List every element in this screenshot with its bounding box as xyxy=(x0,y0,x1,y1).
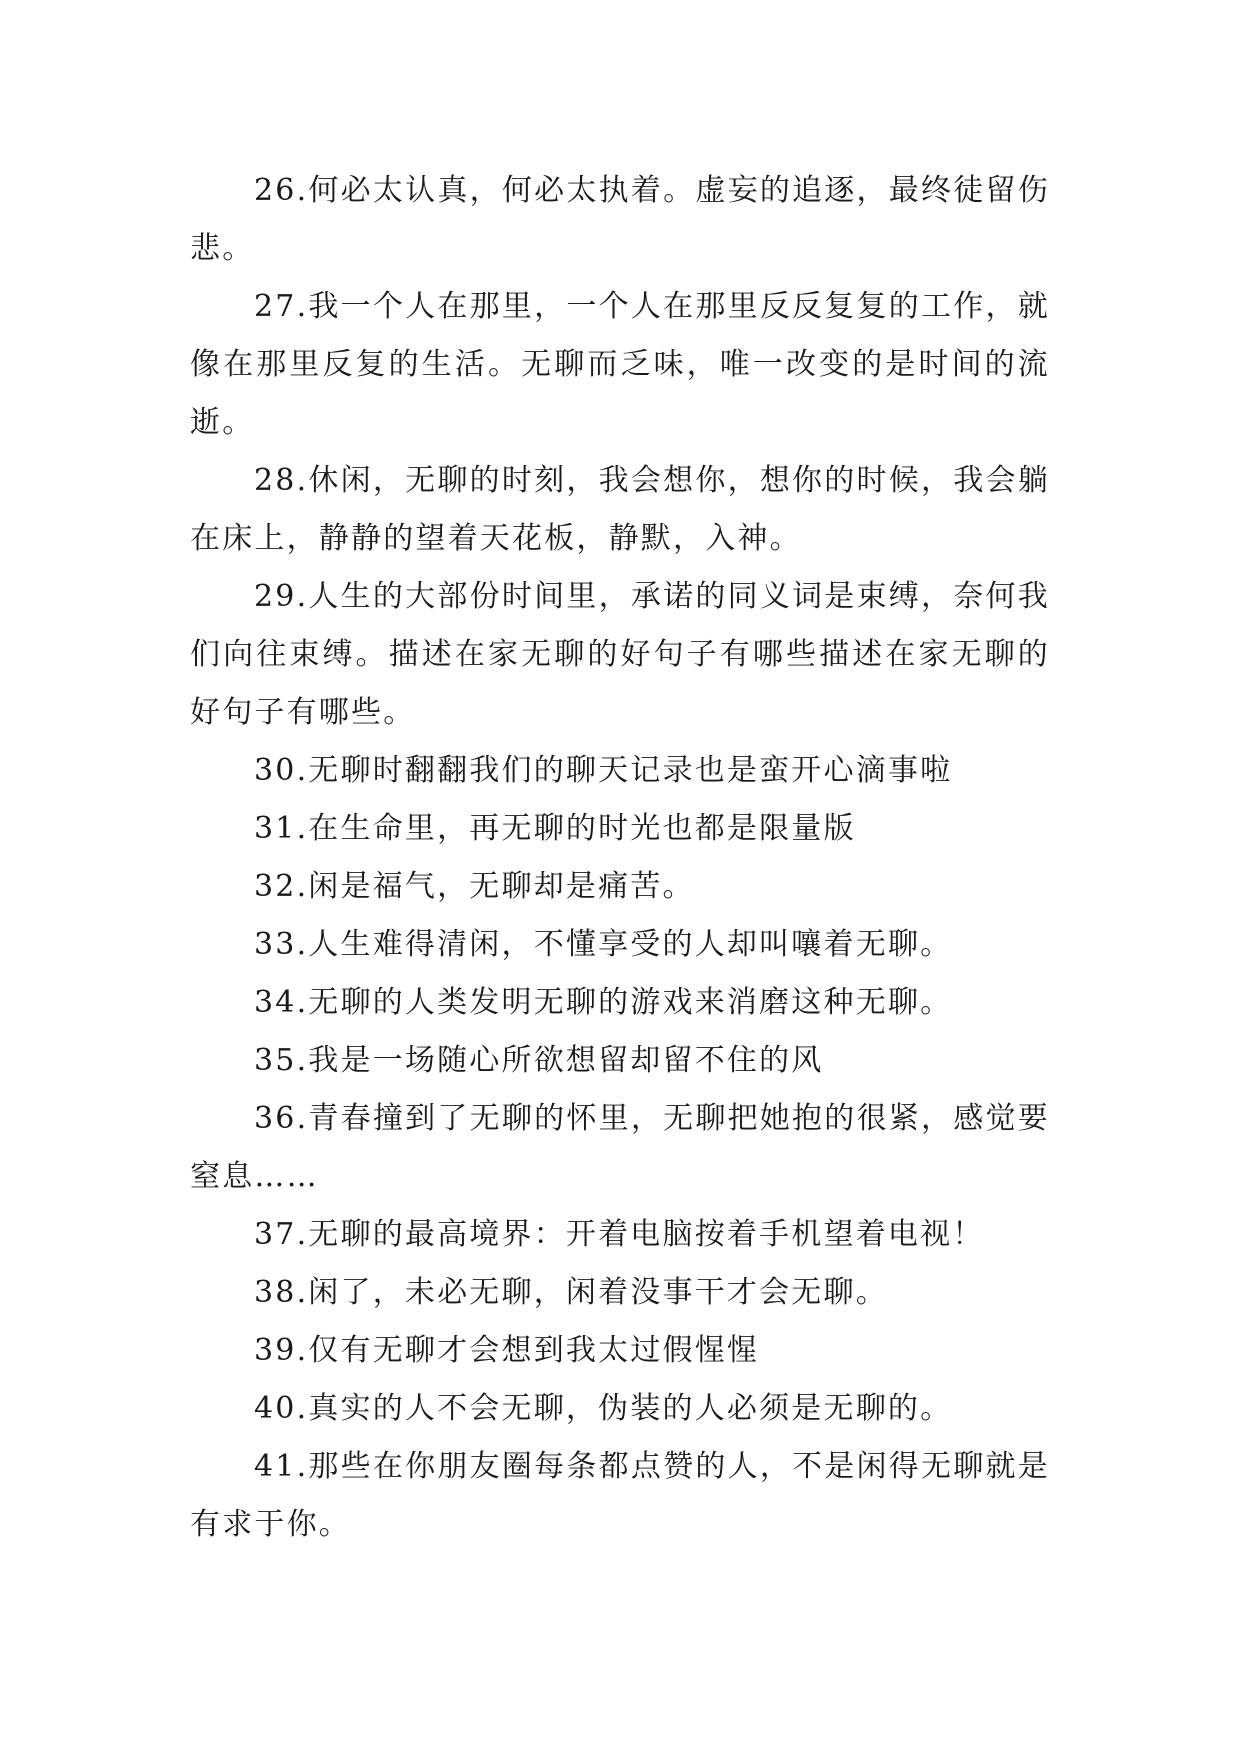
list-item: 27.我一个人在那里，一个人在那里反反复复的工作，就像在那里反复的生活。无聊而乏味，唯一改变的是时间的流逝。 xyxy=(190,289,1050,440)
list-item: 28.休闲，无聊的时刻，我会想你，想你的时候，我会躺在床上，静静的望着天花板，静默，入神。 xyxy=(190,463,1050,556)
list-item: 40.真实的人不会无聊，伪装的人必须是无聊的。 xyxy=(254,1391,953,1426)
list-item: 37.无聊的最高境界：开着电脑按着手机望着电视！ xyxy=(254,1217,985,1252)
list-item: 34.无聊的人类发明无聊的游戏来消磨这种无聊。 xyxy=(254,985,953,1020)
list-item: 36.青春撞到了无聊的怀里，无聊把她抱的很紧，感觉要窒息…… xyxy=(190,1101,1050,1194)
document-body xyxy=(190,162,1050,1554)
list-item: 32.闲是福气，无聊却是痛苦。 xyxy=(254,869,695,904)
list-item: 41.那些在你朋友圈每条都点赞的人，不是闲得无聊就是有求于你。 xyxy=(190,1449,1050,1542)
list-item: 26.何必太认真，何必太执着。虚妄的追逐，最终徒留伤悲。 xyxy=(190,173,1050,266)
list-item: 31.在生命里，再无聊的时光也都是限量版 xyxy=(254,811,856,846)
list-item: 39.仅有无聊才会想到我太过假惺惺 xyxy=(254,1333,760,1368)
list-item: 35.我是一场随心所欲想留却留不住的风 xyxy=(254,1043,824,1078)
list-item: 33.人生难得清闲，不懂享受的人却叫嚷着无聊。 xyxy=(254,927,953,962)
list-item: 38.闲了，未必无聊，闲着没事干才会无聊。 xyxy=(254,1275,888,1310)
list-item: 29.人生的大部份时间里，承诺的同义词是束缚，奈何我们向往束缚。描述在家无聊的好句子有哪些描述在家无聊的好句子有哪些。 xyxy=(190,579,1050,730)
list-item: 30.无聊时翻翻我们的聊天记录也是蛮开心滴事啦 xyxy=(254,753,953,788)
